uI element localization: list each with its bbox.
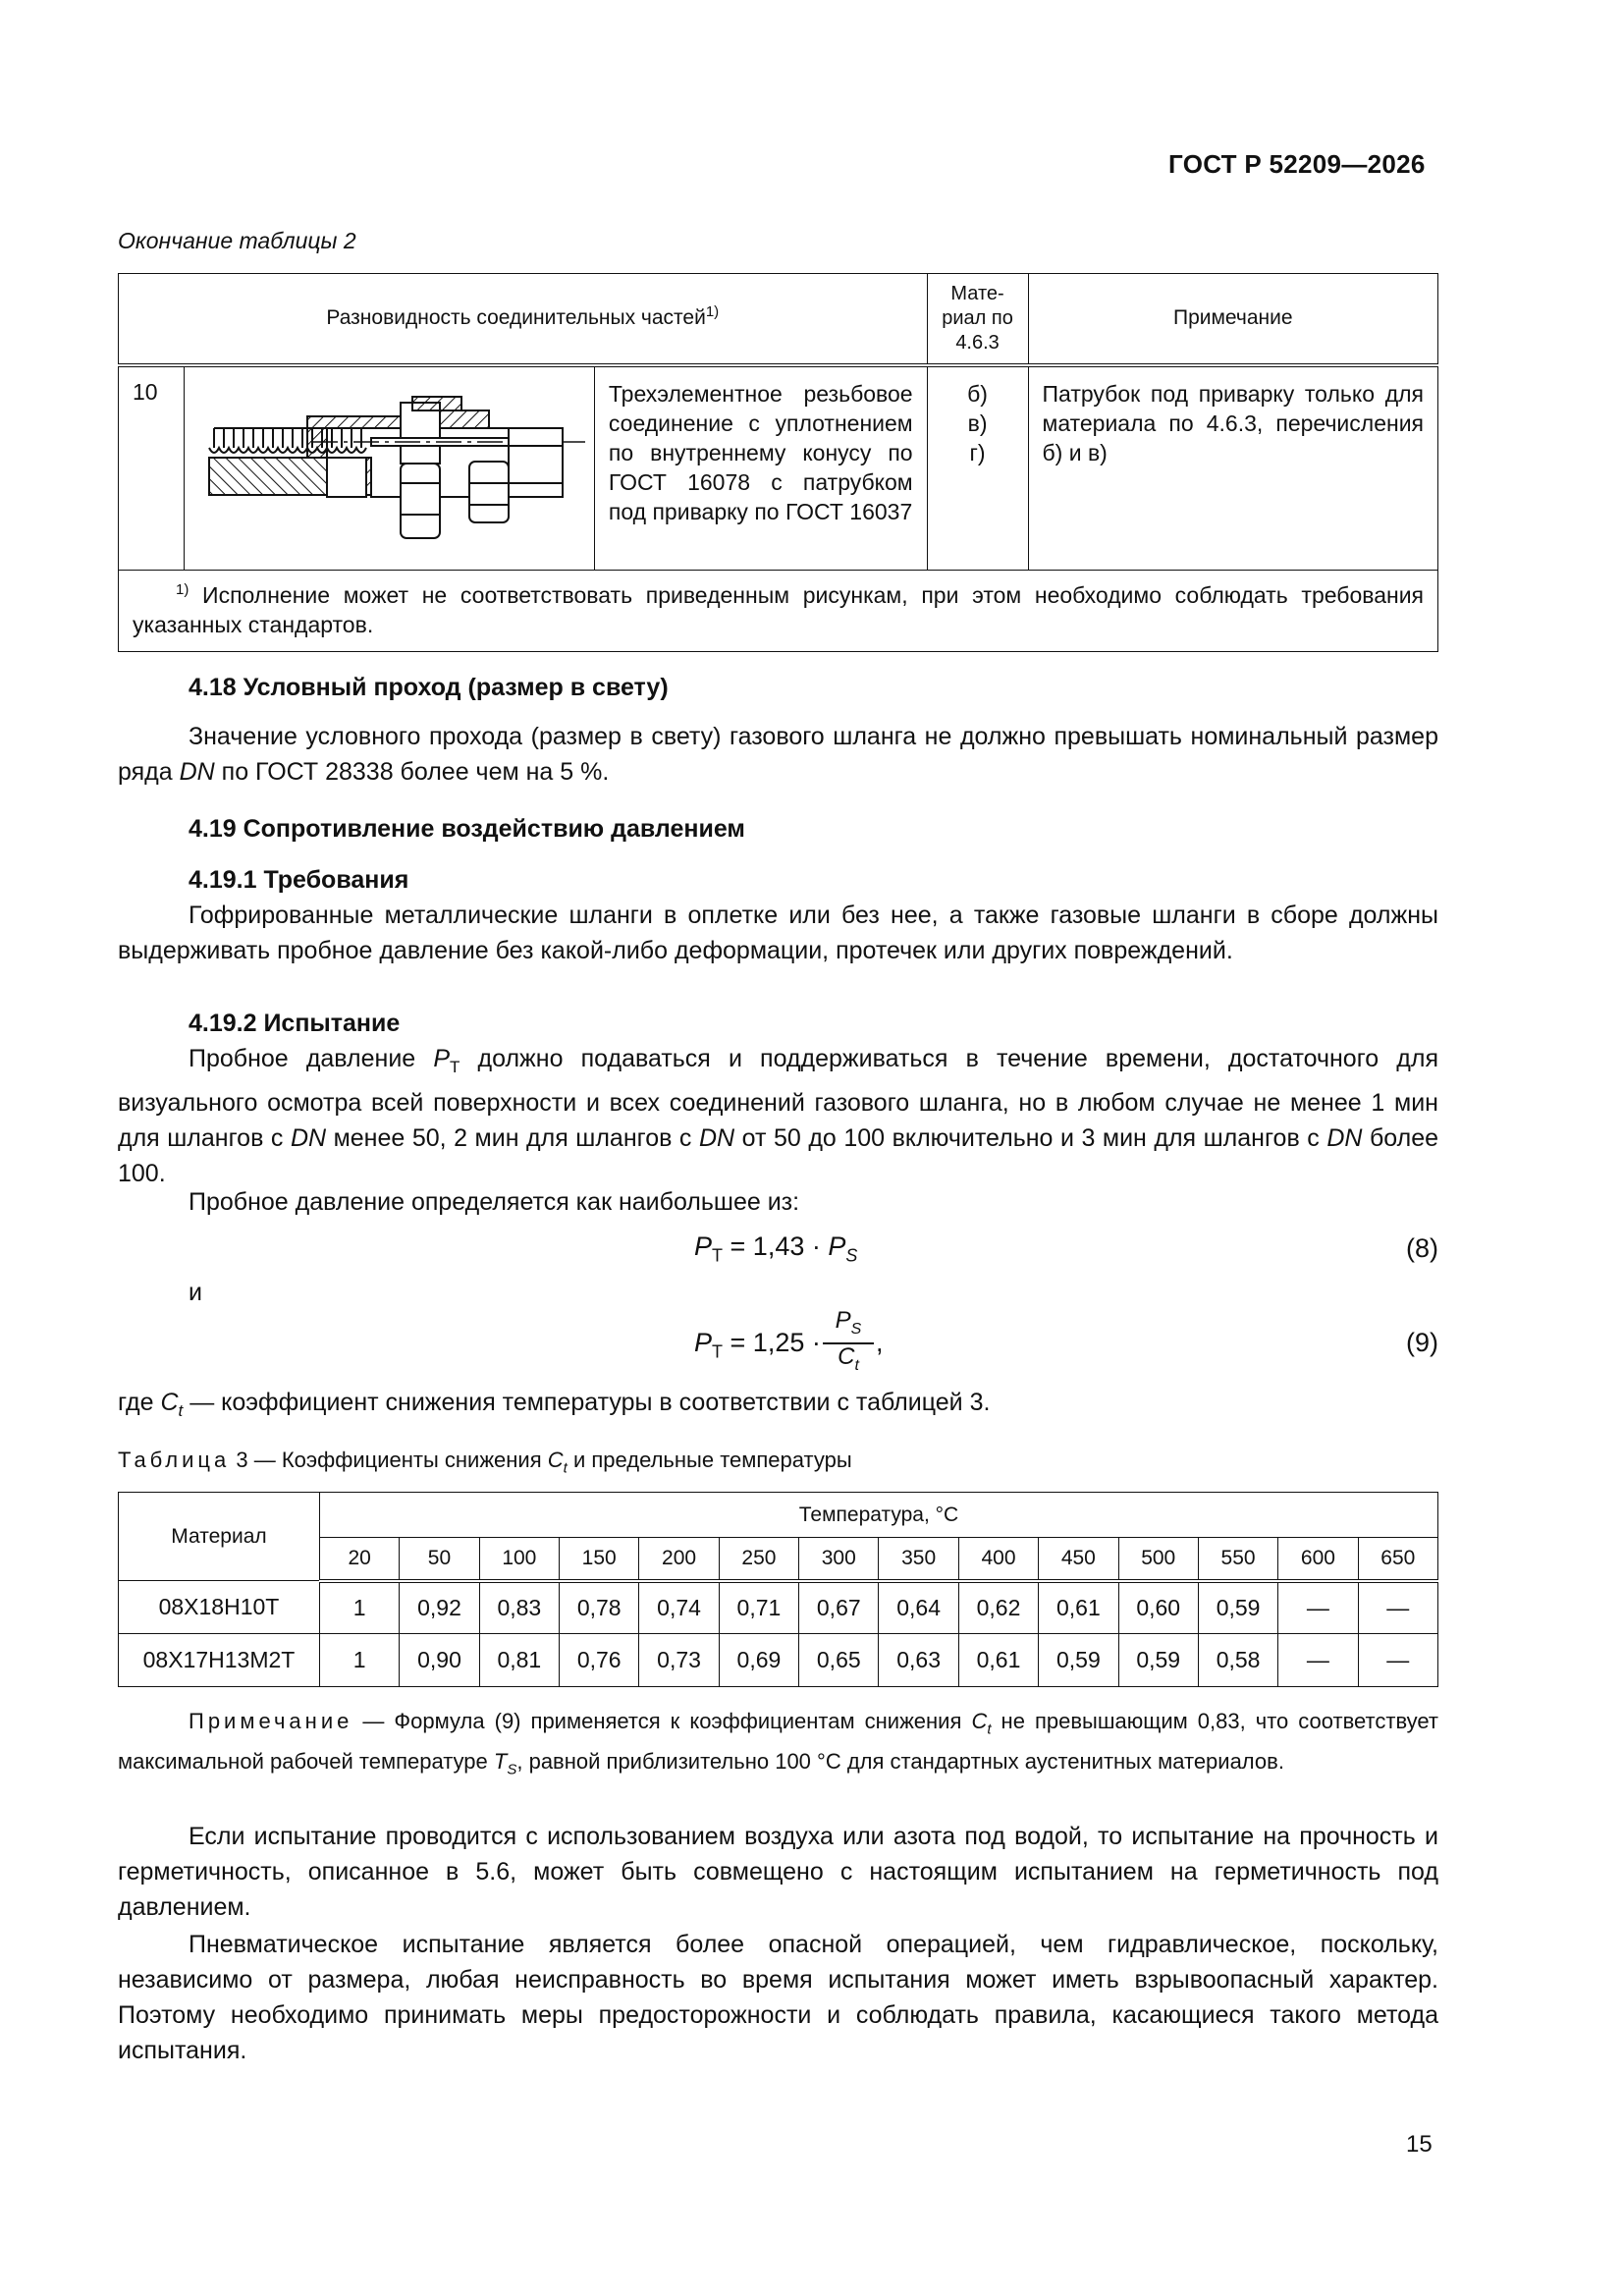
temp-header: 350 [879, 1538, 958, 1581]
header-variety: Разновидность соединительных частей$^{1)}$ [119, 274, 928, 365]
document-code: ГОСТ Р 52209—2026 [1168, 149, 1426, 179]
table-cell: 0,59 [1118, 1634, 1198, 1687]
temp-header: 20 [319, 1538, 399, 1581]
table-cell: 0,74 [639, 1581, 719, 1634]
temp-header: 650 [1358, 1538, 1437, 1581]
formula-9-comma: , [876, 1328, 884, 1357]
table-2 [118, 273, 1438, 652]
where-clause: где $C_t$ — коэффициент снижения температуры в соответствии с таблицей 3. [118, 1389, 991, 1420]
table-cell: 1 [319, 1634, 399, 1687]
table-cell: 0,59 [1198, 1581, 1277, 1634]
and-word: и [189, 1279, 202, 1306]
table-cell: 0,67 [799, 1581, 879, 1634]
temp-header: 500 [1118, 1538, 1198, 1581]
table-3-caption: Таблица 3 — Коэффициенты снижения $C_t$ и предельные температуры [118, 1448, 852, 1477]
page-number: 15 [1406, 2131, 1433, 2158]
row-note: Патрубок под приварку только для материала по 4.6.3, перечисления б) и в) [1028, 365, 1438, 571]
table-cell: 0,64 [879, 1581, 958, 1634]
closing-paragraph-1: Если испытание проводится с использованием воздуха или азота под водой, то испытание на прочность и герметичность, описанное в 5.6, может быть совмещено с настоящим испытанием на герметичность под давлением. [118, 1823, 1438, 1921]
header-temperature: Температура, °C [319, 1493, 1437, 1538]
table-cell: 0,58 [1198, 1634, 1277, 1687]
formula-8-number: (8) [1406, 1233, 1438, 1263]
table-cell: — [1358, 1634, 1437, 1687]
table-cell: 0,83 [479, 1581, 559, 1634]
header-material: Материал [119, 1493, 320, 1581]
table-cell: 0,90 [400, 1634, 479, 1687]
section-4-18-text: Значение условного прохода (размер в свету) газового шланга не должно превышать номинальный размер ряда DN по ГОСТ 28338 более чем на 5 %. [118, 723, 1438, 786]
formula-9-fraction: $P_S$ $C_t$ [823, 1308, 874, 1379]
temp-header: 300 [799, 1538, 879, 1581]
row-number: 10 [119, 365, 185, 571]
section-4-19-2-heading: 4.19.2 Испытание [189, 1010, 401, 1037]
temp-header: 50 [400, 1538, 479, 1581]
temp-header: 250 [719, 1538, 798, 1581]
header-note: Примечание [1028, 274, 1438, 365]
table-row [119, 1581, 1438, 1634]
table-cell: 0,61 [958, 1634, 1038, 1687]
temp-header: 150 [560, 1538, 639, 1581]
table-cell: 0,63 [879, 1634, 958, 1687]
row-materials: б) в) г) [927, 365, 1028, 571]
table-cell: — [1358, 1581, 1437, 1634]
table-continuation-caption: Окончание таблицы 2 [118, 228, 356, 253]
temp-header: 600 [1278, 1538, 1358, 1581]
threaded-connector-drawing [185, 367, 593, 564]
temp-header: 100 [479, 1538, 559, 1581]
row-material: 08Х17Н13М2Т [119, 1634, 320, 1687]
table-cell: — [1278, 1581, 1358, 1634]
formula-9-number: (9) [1406, 1328, 1438, 1357]
table-cell: 0,61 [1039, 1581, 1118, 1634]
table-row [119, 1634, 1438, 1687]
table-3-note: Примечание — Формула (9) применяется к коэффициентам снижения $C_t$ не превышающим 0,83, что соответствует максимальной рабочей температуре $T_S$, равной приблизительно 100 °С для стандартных аустенитных материалов. [118, 1709, 1438, 1778]
table-cell: 0,60 [1118, 1581, 1198, 1634]
table-footnote: $^{1)}$ Исполнение может не соответствовать приведенным рисункам, при этом необходимо соблюдать требования указанных стандартов. [119, 570, 1438, 651]
row-description: Трехэлементное резьбовое соединение с уплотнением по внутреннему конусу по ГОСТ 16078 с патрубком под приварку по ГОСТ 16037 [594, 365, 927, 571]
table-3 [118, 1492, 1438, 1687]
table-cell: 0,78 [560, 1581, 639, 1634]
table-cell: 0,65 [799, 1634, 879, 1687]
table-cell: 1 [319, 1581, 399, 1634]
table-cell: 0,69 [719, 1634, 798, 1687]
temp-header: 400 [958, 1538, 1038, 1581]
temp-header: 450 [1039, 1538, 1118, 1581]
section-4-19-heading: 4.19 Сопротивление воздействию давлением [189, 815, 745, 843]
formula-8: $P_T = 1,43 \cdot P_S$ [694, 1231, 858, 1266]
table-cell: 0,59 [1039, 1634, 1118, 1687]
temp-header: 550 [1198, 1538, 1277, 1581]
table-cell: 0,92 [400, 1581, 479, 1634]
temp-header: 200 [639, 1538, 719, 1581]
table-cell: 0,71 [719, 1581, 798, 1634]
formula-9: $P_T = 1,25$ · [694, 1328, 821, 1362]
section-4-19-1-text: Гофрированные металлические шланги в оплетке или без нее, а также газовые шланги в сборе должны выдерживать пробное давление без какой-либо деформации, протечек или других повреждений. [118, 902, 1438, 964]
test-pressure-intro: Пробное давление определяется как наибольшее из: [189, 1188, 800, 1216]
connector-drawing-cell [184, 365, 594, 571]
table-cell: 0,76 [560, 1634, 639, 1687]
row-material: 08Х18Н10Т [119, 1581, 320, 1634]
section-4-19-2-text: Пробное давление $P_T$ должно подаваться и поддерживаться в течение времени, достаточного для визуального осмотра всей поверхности и всех соединений газового шланга, но в любом случае не менее 1 мин для шлангов с DN менее 50, 2 мин для шлангов с DN от 50 до 100 включительно и 3 мин для шлангов с DN более 100. [118, 1045, 1439, 1187]
table-cell: — [1278, 1634, 1358, 1687]
table-cell: 0,81 [479, 1634, 559, 1687]
header-material: Мате- риал по 4.6.3 [927, 274, 1028, 365]
table-cell: 0,62 [958, 1581, 1038, 1634]
section-4-19-1-heading: 4.19.1 Требования [189, 866, 409, 894]
closing-paragraph-2: Пневматическое испытание является более опасной операцией, чем гидравлическое, поскольку, независимо от размера, любая неисправность во время испытания может иметь взрывоопасный характер. Поэтому необходимо принимать меры предосторожности и соблюдать правила, касающиеся такого метода испытания. [118, 1931, 1438, 2064]
table-cell: 0,73 [639, 1634, 719, 1687]
section-4-18-heading: 4.18 Условный проход (размер в свету) [189, 674, 669, 701]
